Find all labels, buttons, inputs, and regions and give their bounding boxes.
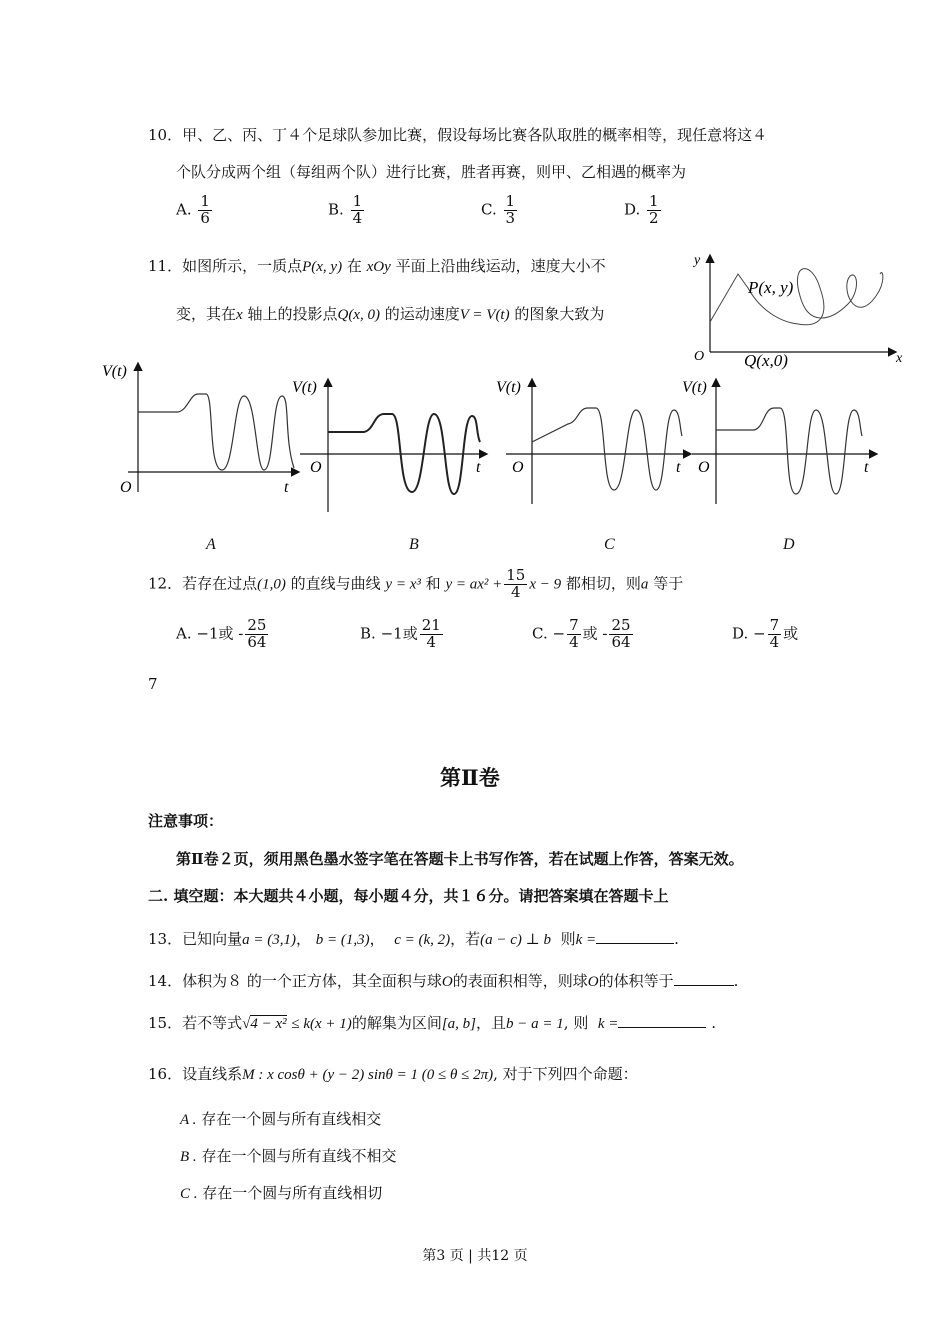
q10-option-b: B. $\frac{1}{4}$ bbox=[328, 192, 363, 227]
graph-c-v-label: V(t) bbox=[496, 379, 521, 396]
q11-curve-figure bbox=[680, 248, 910, 378]
q15: 15．若不等式√4 − x² ≤ k(x + 1)的解集为区间[a, b]，且b − a = 1, 则 k = . bbox=[148, 1014, 716, 1032]
q10-option-a: A. $\frac{1}{6}$ bbox=[176, 192, 210, 227]
q12-option-c: C. − $\frac{7}{4}$ 或 - $\frac{25}{64}$ bbox=[532, 616, 631, 651]
graph-a-t-label: t bbox=[284, 479, 289, 496]
graph-a-option: A bbox=[206, 536, 216, 553]
graph-d bbox=[680, 374, 880, 509]
graph-a bbox=[98, 358, 308, 498]
q10-line1: 10．甲、乙、丙、丁４个足球队参加比赛，假设每场比赛各队取胜的概率相等，现任意将这４ bbox=[148, 126, 768, 144]
graph-d-v-label: V(t) bbox=[682, 379, 707, 396]
origin-label: O bbox=[694, 349, 705, 364]
graph-a-v-label: V(t) bbox=[102, 363, 127, 380]
page-footer: 第3 页 | 共12 页 bbox=[422, 1248, 528, 1264]
q10-option-c: C. $\frac{1}{3}$ bbox=[481, 192, 516, 227]
q16-stem: 16．设直线系M : x cosθ + (y − 2) sinθ = 1 (0 ≤ θ ≤ 2π), 对于下列四个命题： bbox=[148, 1065, 638, 1083]
graph-b-o-label: O bbox=[310, 459, 322, 476]
motion-curve bbox=[710, 269, 883, 325]
x-label: x bbox=[896, 351, 903, 366]
q12-wrap: 7 bbox=[148, 675, 158, 693]
graph-a-o-label: O bbox=[120, 479, 132, 496]
graph-b-option: B bbox=[409, 536, 419, 553]
q16-item-b: B . 存在一个圆与所有直线不相交 bbox=[180, 1147, 397, 1165]
q14: 14．体积为８ 的一个正方体，其全面积与球O的表面积相等，则球O的体积等于 . bbox=[148, 972, 739, 990]
notice-text: 第Ⅱ卷２页，须用黑色墨水签字笔在答题卡上书写作答，若在试题上作答，答案无效。 bbox=[176, 850, 744, 868]
graph-d-option: D bbox=[783, 536, 795, 553]
q12-option-b: B. −1或 $\frac{21}{4}$ bbox=[360, 616, 441, 651]
y-label: y bbox=[694, 253, 701, 268]
notice-title: 注意事项： bbox=[148, 812, 224, 830]
graph-d-t-label: t bbox=[864, 459, 869, 476]
q14-answer-blank[interactable] bbox=[674, 985, 734, 986]
q16-item-a: A . 存在一个圆与所有直线相交 bbox=[180, 1110, 382, 1128]
graph-c-o-label: O bbox=[512, 459, 524, 476]
q12-option-a: A. −1或 - $\frac{25}{64}$ bbox=[176, 616, 267, 651]
q12-option-d: D. − $\frac{7}{4}$ 或 bbox=[732, 616, 799, 651]
q11-line1: 11．如图所示，一质点P(x, y) 在 xOy 平面上沿曲线运动，速度大小不 bbox=[148, 257, 606, 275]
q12-stem: 12．若存在过点(1,0) 的直线与曲线 y = x³ 和 y = ax² + $\frac{15}{4}$ x − 9 都相切，则a 等于 bbox=[148, 566, 684, 601]
section-title: 第Ⅱ卷 bbox=[440, 765, 500, 790]
q11-line2: 变，其在x 轴上的投影点Q(x, 0) 的运动速度V = V(t) 的图象大致为 bbox=[176, 305, 605, 323]
p-label: P(x, y) bbox=[748, 278, 794, 297]
graph-b-t-label: t bbox=[476, 459, 481, 476]
graph-b-v-label: V(t) bbox=[292, 379, 317, 396]
q16-item-c: C . 存在一个圆与所有直线相切 bbox=[180, 1184, 383, 1202]
q13: 13．已知向量a = (3,1)， b = (1,3)， c = (k, 2)，若(a − c) ⊥ b 则k = . bbox=[148, 930, 679, 948]
graph-d-o-label: O bbox=[698, 459, 710, 476]
q10-line2: 个队分成两个组（每组两个队）进行比赛，胜者再赛，则甲、乙相遇的概率为 bbox=[176, 163, 687, 181]
q-label: Q(x,0) bbox=[744, 351, 788, 370]
graph-c-t-label: t bbox=[676, 459, 681, 476]
q10-option-d: D. $\frac{1}{2}$ bbox=[624, 192, 659, 227]
q13-answer-blank[interactable] bbox=[596, 943, 674, 944]
graph-c bbox=[494, 374, 694, 509]
graph-c-option: C bbox=[604, 536, 615, 553]
part2-heading: 二. 填空题：本大题共４小题，每小题４分，共１６分。请把答案填在答题卡上 bbox=[148, 887, 669, 905]
graph-b bbox=[290, 374, 490, 519]
q15-answer-blank[interactable] bbox=[618, 1027, 706, 1028]
